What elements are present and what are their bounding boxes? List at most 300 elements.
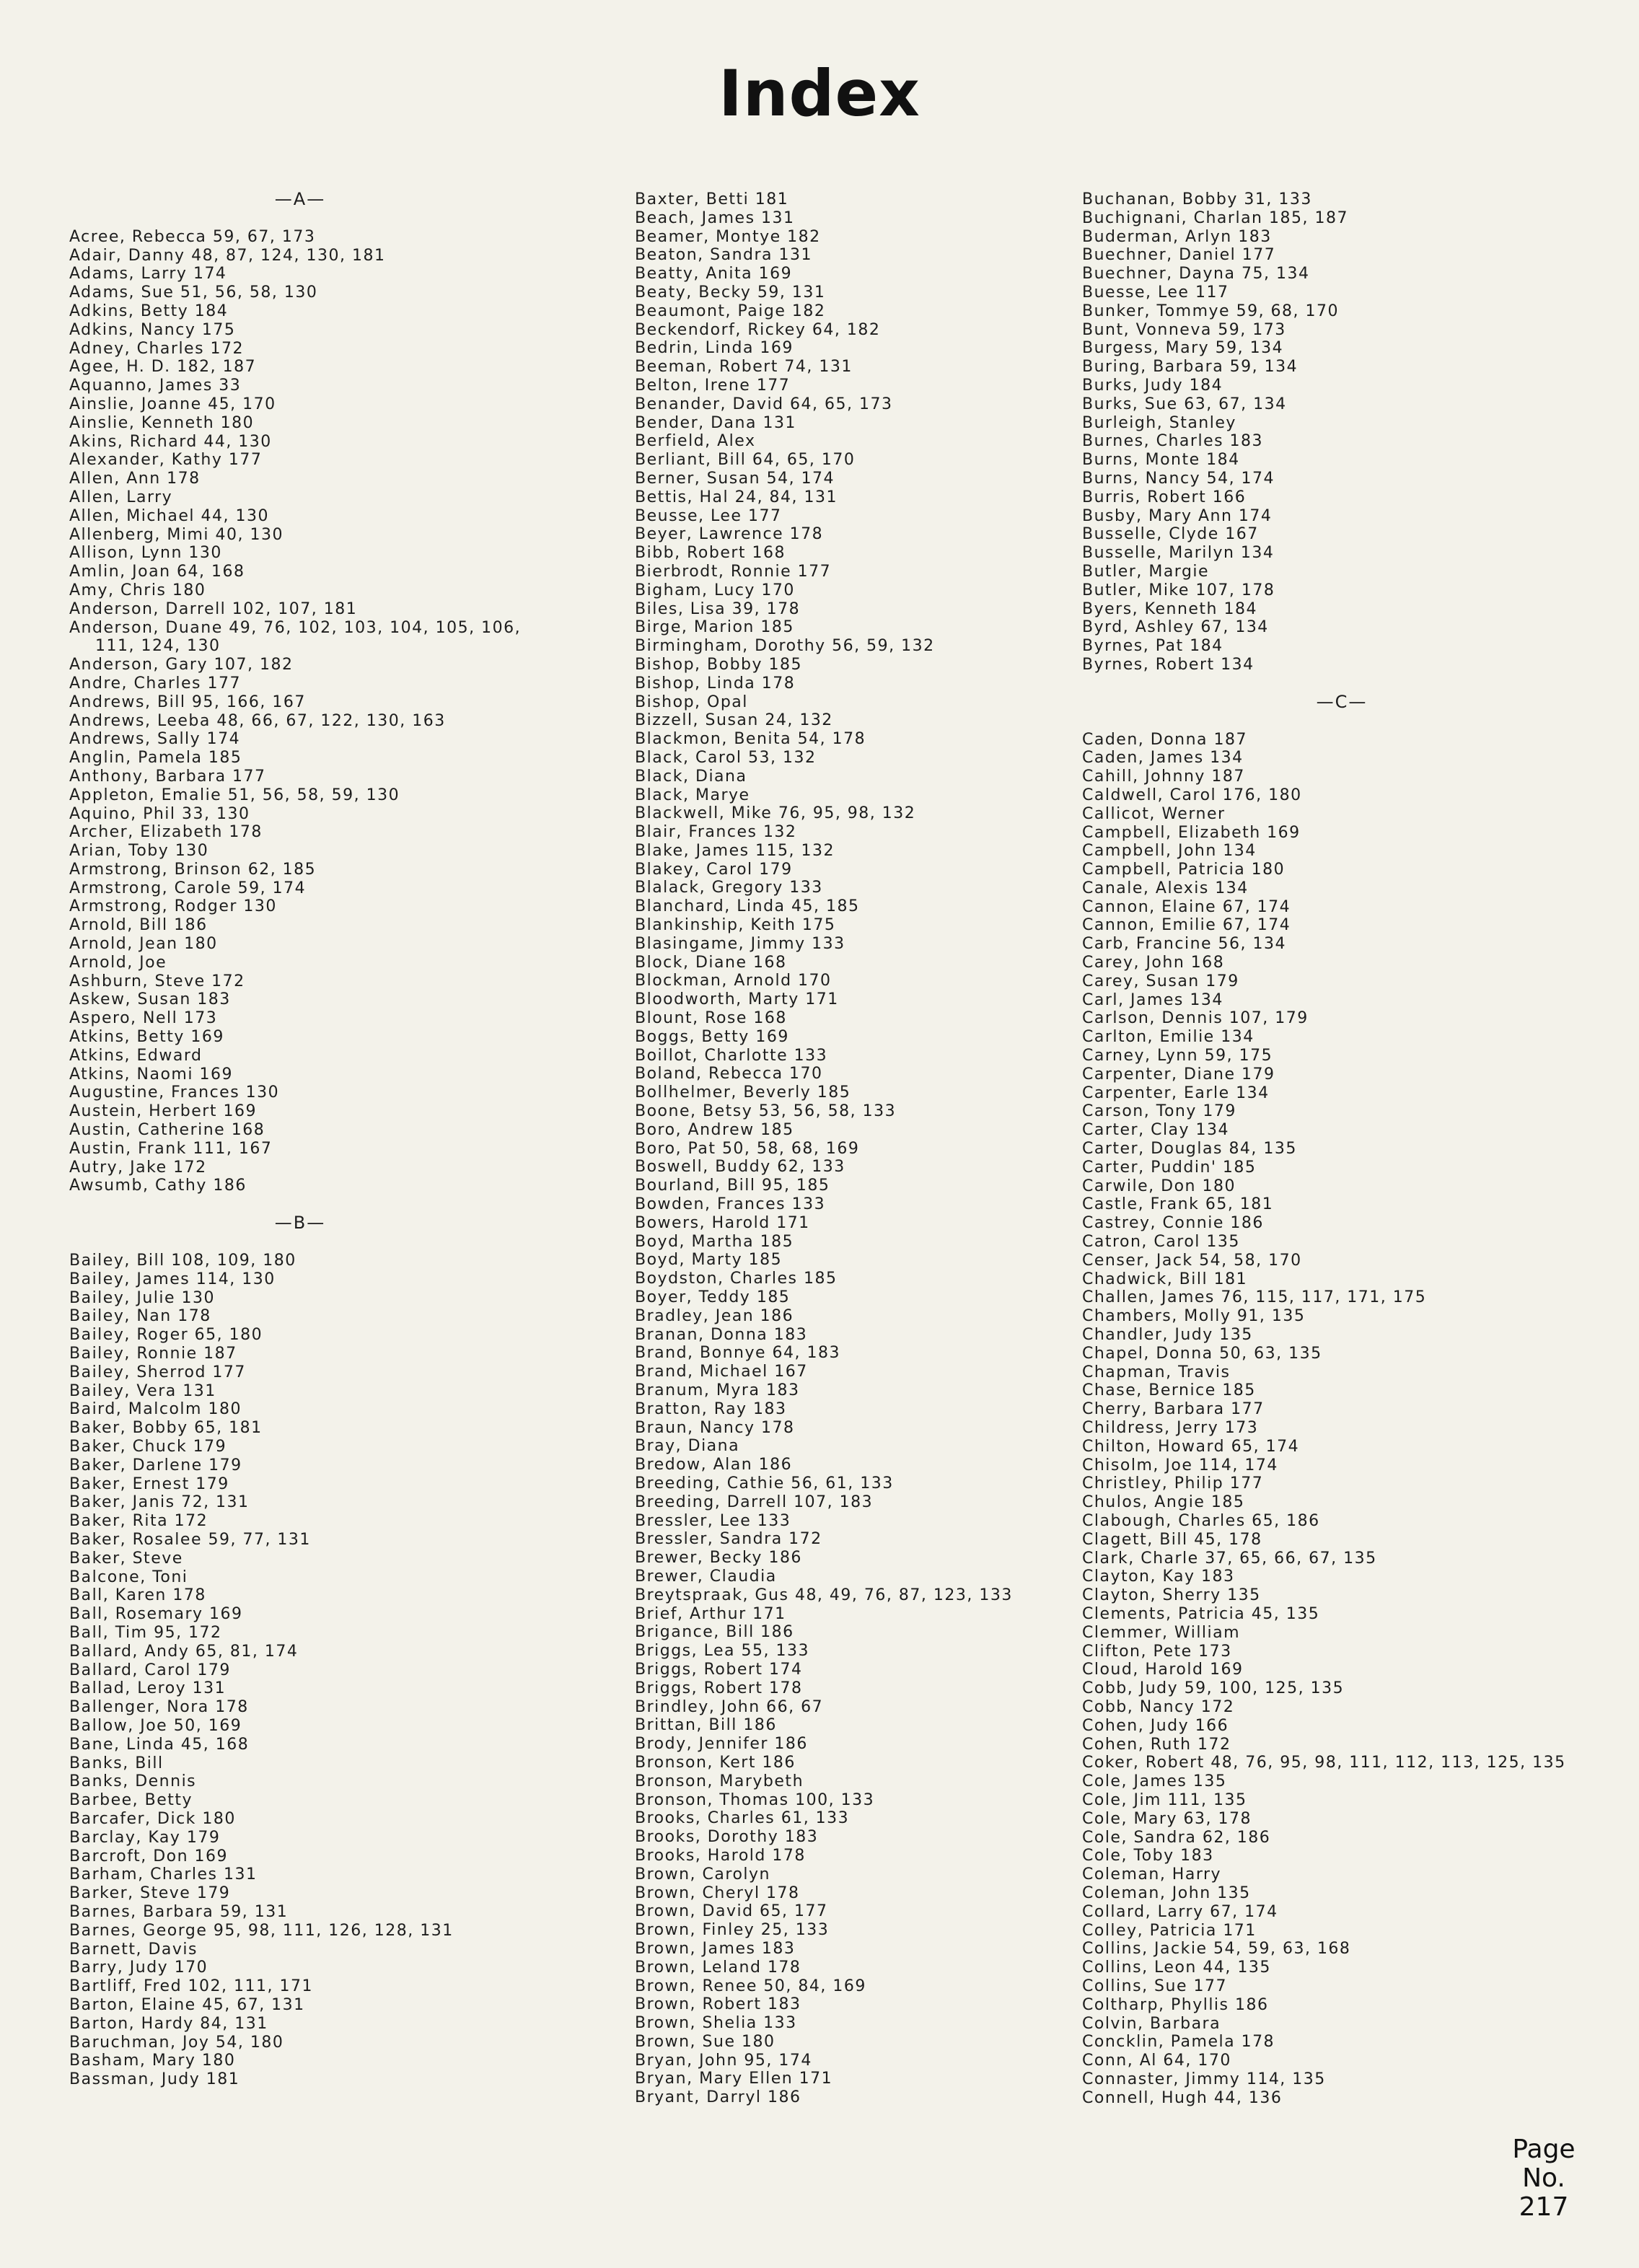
index-entry: Ballow, Joe 50, 169 (69, 1716, 242, 1735)
index-entry: Bradley, Jean 186 (635, 1306, 794, 1325)
index-entry: Andrews, Leeba 48, 66, 67, 122, 130, 163 (69, 711, 446, 730)
index-entry: Challen, James 76, 115, 117, 171, 175 (1082, 1288, 1427, 1307)
index-entry: Censer, Jack 54, 58, 170 (1082, 1251, 1302, 1270)
index-entry: Burnes, Charles 183 (1082, 432, 1264, 451)
index-entry: Boswell, Buddy 62, 133 (635, 1158, 845, 1177)
index-entry: Barnes, Barbara 59, 131 (69, 1902, 289, 1921)
index-entry: Bartliff, Fred 102, 111, 171 (69, 1977, 314, 1996)
index-entry: Cole, James 135 (1082, 1772, 1227, 1791)
index-entry: Burns, Monte 184 (1082, 451, 1240, 470)
index-entry: Carter, Clay 134 (1082, 1121, 1230, 1140)
index-entry: Adkins, Betty 184 (69, 302, 229, 320)
index-entry: Blalack, Gregory 133 (635, 879, 823, 897)
index-entry: Burks, Judy 184 (1082, 376, 1223, 395)
index-entry: Clemmer, William (1082, 1623, 1241, 1642)
index-entry: Armstrong, Rodger 130 (69, 897, 277, 916)
index-entry: Cole, Toby 183 (1082, 1847, 1214, 1865)
index-entry: Chilton, Howard 65, 174 (1082, 1437, 1300, 1456)
index-entry-continuation: 111, 124, 130 (95, 637, 221, 656)
index-entry: Campbell, John 134 (1082, 842, 1257, 861)
index-entry: Ainslie, Joanne 45, 170 (69, 395, 276, 413)
index-entry: Amlin, Joan 64, 168 (69, 563, 245, 581)
index-entry: Ball, Karen 178 (69, 1586, 206, 1605)
index-entry: Blount, Rose 168 (635, 1009, 787, 1028)
index-entry: Bailey, Julie 130 (69, 1288, 216, 1307)
index-entry: Brown, Finley 25, 133 (635, 1921, 830, 1940)
index-entry: Baker, Rita 172 (69, 1512, 208, 1531)
index-entry: Canale, Alexis 134 (1082, 879, 1249, 897)
index-entry: Beaumont, Paige 182 (635, 302, 826, 320)
index-entry: Beckendorf, Rickey 64, 182 (635, 320, 881, 339)
index-entry: Anderson, Gary 107, 182 (69, 656, 294, 674)
index-entry: Baker, Chuck 179 (69, 1438, 227, 1456)
index-entry: Bassman, Judy 181 (69, 2070, 240, 2089)
index-entry: Coker, Robert 48, 76, 95, 98, 111, 112, 113, 125, 135 (1082, 1754, 1566, 1772)
index-entry: Connaster, Jimmy 114, 135 (1082, 2070, 1326, 2088)
index-entry: Austein, Herbert 169 (69, 1102, 257, 1121)
index-entry: Baird, Malcolm 180 (69, 1400, 242, 1419)
index-entry: Brown, David 65, 177 (635, 1902, 828, 1921)
index-entry: Adair, Danny 48, 87, 124, 130, 181 (69, 246, 386, 265)
index-entry: Briggs, Robert 178 (635, 1679, 803, 1697)
index-entry: Anglin, Pamela 185 (69, 749, 242, 768)
index-entry: Burris, Robert 166 (1082, 488, 1247, 506)
index-entry: Blockman, Arnold 170 (635, 972, 832, 990)
index-entry: Busby, Mary Ann 174 (1082, 506, 1273, 525)
index-entry: Boyd, Marty 185 (635, 1251, 783, 1270)
index-entry: Carwile, Don 180 (1082, 1177, 1236, 1195)
index-entry: Byrnes, Robert 134 (1082, 655, 1254, 674)
index-entry: Collard, Larry 67, 174 (1082, 1902, 1278, 1921)
index-entry: Ballenger, Nora 178 (69, 1698, 249, 1717)
index-entry: Adams, Larry 174 (69, 265, 227, 284)
index-entry: Boro, Andrew 185 (635, 1120, 794, 1139)
index-entry: Ball, Tim 95, 172 (69, 1623, 222, 1642)
index-entry: Bowden, Frances 133 (635, 1195, 826, 1214)
index-entry: Benander, David 64, 65, 173 (635, 395, 893, 413)
index-entry: Carey, Susan 179 (1082, 972, 1239, 990)
index-entry: Chambers, Molly 91, 135 (1082, 1307, 1306, 1326)
index-entry: Barnes, George 95, 98, 111, 126, 128, 131 (69, 1921, 454, 1940)
index-entry: Carey, John 168 (1082, 954, 1225, 972)
index-entry: Ballard, Andy 65, 81, 174 (69, 1642, 299, 1661)
index-entry: Clayton, Sherry 135 (1082, 1586, 1261, 1605)
index-entry: Carpenter, Diane 179 (1082, 1065, 1275, 1084)
index-entry: Bishop, Bobby 185 (635, 655, 803, 674)
index-entry: Allison, Lynn 130 (69, 544, 222, 563)
index-entry: Cahill, Johnny 187 (1082, 768, 1245, 786)
index-entry: Bowers, Harold 171 (635, 1213, 810, 1232)
index-entry: Baker, Steve (69, 1549, 183, 1568)
index-entry: Buring, Barbara 59, 134 (1082, 358, 1299, 377)
index-entry: Atkins, Edward (69, 1046, 203, 1065)
index-entry: Brown, Leland 178 (635, 1958, 801, 1977)
index-entry: Barcroft, Don 169 (69, 1847, 229, 1865)
index-entry: Black, Marye (635, 786, 750, 804)
index-entry: Coleman, John 135 (1082, 1884, 1251, 1902)
index-entry: Beamer, Montye 182 (635, 227, 821, 246)
index-entry: Clayton, Kay 183 (1082, 1568, 1235, 1586)
index-entry: Barcafer, Dick 180 (69, 1809, 236, 1828)
index-entry: Bryan, Mary Ellen 171 (635, 2070, 833, 2088)
index-entry: Baxter, Betti 181 (635, 190, 789, 208)
index-entry: Bunt, Vonneva 59, 173 (1082, 320, 1286, 339)
index-entry: Caden, Donna 187 (1082, 730, 1248, 749)
index-entry: Brown, Robert 183 (635, 1995, 801, 2014)
index-entry: Austin, Catherine 168 (69, 1121, 265, 1140)
index-entry: Austin, Frank 111, 167 (69, 1139, 273, 1158)
index-entry: Brody, Jennifer 186 (635, 1735, 808, 1754)
index-entry: Anthony, Barbara 177 (69, 767, 266, 786)
index-entry: Bronson, Kert 186 (635, 1753, 796, 1772)
index-entry: Burleigh, Stanley (1082, 413, 1236, 432)
index-entry: Bibb, Robert 168 (635, 544, 786, 563)
index-entry: Bizzell, Susan 24, 132 (635, 711, 833, 730)
index-entry: Beusse, Lee 177 (635, 506, 782, 525)
index-entry: Barry, Judy 170 (69, 1959, 208, 1977)
index-entry: Brooks, Dorothy 183 (635, 1828, 819, 1847)
index-entry: Banks, Dennis (69, 1772, 197, 1791)
index-entry: Boone, Betsy 53, 56, 58, 133 (635, 1102, 897, 1121)
index-entry: Berliant, Bill 64, 65, 170 (635, 451, 856, 470)
index-entry: Cannon, Elaine 67, 174 (1082, 897, 1291, 916)
index-entry: Carl, James 134 (1082, 990, 1223, 1009)
index-entry: Block, Diane 168 (635, 953, 787, 972)
index-entry: Bane, Linda 45, 168 (69, 1735, 250, 1754)
index-entry: Arian, Toby 130 (69, 842, 209, 861)
index-entry: Chulos, Angie 185 (1082, 1493, 1245, 1512)
index-entry: Blakey, Carol 179 (635, 860, 793, 879)
index-entry: Blair, Frances 132 (635, 823, 797, 842)
index-entry: Carter, Puddin' 185 (1082, 1158, 1257, 1177)
index-entry: Buechner, Dayna 75, 134 (1082, 265, 1310, 284)
index-entry: Bressler, Sandra 172 (635, 1530, 822, 1549)
index-entry: Bloodworth, Marty 171 (635, 990, 839, 1009)
index-entry: Brindley, John 66, 67 (635, 1697, 824, 1716)
index-entry: Boland, Rebecca 170 (635, 1065, 823, 1084)
index-entry: Boyer, Teddy 185 (635, 1288, 791, 1307)
index-entry: Brooks, Harold 178 (635, 1846, 806, 1865)
index-entry: Castle, Frank 65, 181 (1082, 1195, 1274, 1214)
index-entry: Chase, Bernice 185 (1082, 1381, 1256, 1400)
index-entry: Carlton, Emilie 134 (1082, 1028, 1254, 1047)
index-entry: Cobb, Judy 59, 100, 125, 135 (1082, 1679, 1345, 1698)
index-entry: Cobb, Nancy 172 (1082, 1697, 1235, 1716)
index-entry: Burns, Nancy 54, 174 (1082, 469, 1275, 488)
index-entry: Campbell, Patricia 180 (1082, 861, 1286, 879)
index-entry: Ainslie, Kenneth 180 (69, 413, 255, 432)
index-entry: Bronson, Marybeth (635, 1772, 804, 1790)
index-entry: Atkins, Betty 169 (69, 1028, 224, 1047)
index-entry: Collins, Jackie 54, 59, 63, 168 (1082, 1940, 1351, 1959)
index-entry: Allen, Larry (69, 488, 173, 506)
index-entry: Blackwell, Mike 76, 95, 98, 132 (635, 804, 916, 823)
index-entry: Boydston, Charles 185 (635, 1270, 838, 1288)
index-entry: Catron, Carol 135 (1082, 1233, 1240, 1252)
index-entry: Byrnes, Pat 184 (1082, 637, 1223, 656)
index-entry: Breytspraak, Gus 48, 49, 76, 87, 123, 133 (635, 1586, 1013, 1604)
index-entry: Carpenter, Earle 134 (1082, 1084, 1270, 1102)
index-entry: Banks, Bill (69, 1754, 164, 1772)
index-entry: Busselle, Marilyn 134 (1082, 544, 1275, 563)
index-entry: Colley, Patricia 171 (1082, 1921, 1257, 1940)
index-entry: Christley, Philip 177 (1082, 1474, 1264, 1493)
index-entry: Colvin, Barbara (1082, 2014, 1221, 2033)
index-entry: Buesse, Lee 117 (1082, 283, 1229, 302)
index-entry: Belton, Irene 177 (635, 376, 791, 395)
page-title: Index (719, 56, 920, 131)
index-entry: Andrews, Sally 174 (69, 730, 241, 749)
index-entry: Beaton, Sandra 131 (635, 246, 812, 265)
index-entry: Baker, Janis 72, 131 (69, 1493, 250, 1512)
index-entry: Armstrong, Carole 59, 174 (69, 879, 307, 897)
index-entry: Collins, Leon 44, 135 (1082, 1959, 1271, 1977)
index-entry: Acree, Rebecca 59, 67, 173 (69, 227, 316, 246)
index-entry: Boggs, Betty 169 (635, 1027, 789, 1046)
index-entry: Blanchard, Linda 45, 185 (635, 897, 860, 916)
index-entry: Baker, Darlene 179 (69, 1456, 242, 1474)
index-entry: Coltharp, Phyllis 186 (1082, 1995, 1269, 2014)
index-entry: Beeman, Robert 74, 131 (635, 358, 853, 377)
index-entry: Bunker, Tommye 59, 68, 170 (1082, 302, 1340, 320)
index-entry: Campbell, Elizabeth 169 (1082, 823, 1301, 842)
page-number-label-line1: Page (1512, 2135, 1576, 2164)
index-entry: Conn, Al 64, 170 (1082, 2052, 1231, 2070)
index-entry: Blankinship, Keith 175 (635, 916, 836, 935)
index-entry: Archer, Elizabeth 178 (69, 823, 263, 842)
index-entry: Bigham, Lucy 170 (635, 581, 795, 599)
index-entry: Ball, Rosemary 169 (69, 1605, 243, 1624)
index-entry: Alexander, Kathy 177 (69, 451, 263, 470)
index-entry: Biles, Lisa 39, 178 (635, 599, 801, 618)
index-entry: Appleton, Emalie 51, 56, 58, 59, 130 (69, 786, 400, 804)
index-entry: Beach, James 131 (635, 208, 795, 227)
index-entry: Boillot, Charlotte 133 (635, 1046, 828, 1065)
index-entry: Baker, Bobby 65, 181 (69, 1419, 263, 1438)
index-entry: Bailey, Vera 131 (69, 1381, 216, 1400)
index-entry: Bender, Dana 131 (635, 413, 796, 432)
index-entry: Allenberg, Mimi 40, 130 (69, 525, 284, 544)
section-header: —B— (274, 1213, 326, 1234)
index-entry: Atkins, Naomi 169 (69, 1065, 233, 1084)
index-entry: Butler, Margie (1082, 562, 1210, 581)
index-entry: Anderson, Darrell 102, 107, 181 (69, 599, 358, 618)
index-entry: Beatty, Anita 169 (635, 265, 793, 284)
index-entry: Cherry, Barbara 177 (1082, 1400, 1265, 1419)
index-entry: Barton, Hardy 84, 131 (69, 2014, 268, 2033)
index-entry: Aquanno, James 33 (69, 377, 242, 395)
index-entry: Amy, Chris 180 (69, 581, 206, 599)
index-entry: Brewer, Claudia (635, 1567, 777, 1586)
index-entry: Buechner, Daniel 177 (1082, 246, 1276, 265)
index-entry: Beyer, Lawrence 178 (635, 525, 824, 544)
index-entry: Barclay, Kay 179 (69, 1828, 221, 1847)
index-entry: Brittan, Bill 186 (635, 1716, 777, 1735)
index-entry: Carlson, Dennis 107, 179 (1082, 1009, 1309, 1028)
index-entry: Clagett, Bill 45, 178 (1082, 1530, 1262, 1549)
index-entry: Allen, Michael 44, 130 (69, 506, 269, 525)
index-entry: Braun, Nancy 178 (635, 1418, 795, 1437)
index-entry: Barnett, Davis (69, 1940, 198, 1959)
index-entry: Awsumb, Cathy 186 (69, 1177, 247, 1195)
index-entry: Adkins, Nancy 175 (69, 320, 236, 339)
index-entry: Bourland, Bill 95, 185 (635, 1177, 830, 1195)
index-entry: Berfield, Alex (635, 432, 756, 451)
index-entry: Bishop, Opal (635, 693, 748, 711)
index-entry: Chisolm, Joe 114, 174 (1082, 1456, 1278, 1474)
index-entry: Briggs, Robert 174 (635, 1660, 803, 1679)
index-entry: Aspero, Nell 173 (69, 1009, 218, 1028)
index-entry: Blackmon, Benita 54, 178 (635, 730, 866, 749)
index-entry: Arnold, Jean 180 (69, 935, 218, 954)
index-entry: Bryan, John 95, 174 (635, 2051, 812, 2070)
index-entry: Cole, Jim 111, 135 (1082, 1790, 1247, 1809)
index-entry: Collins, Sue 177 (1082, 1977, 1227, 1995)
index-entry: Cohen, Ruth 172 (1082, 1735, 1231, 1754)
index-entry: Bronson, Thomas 100, 133 (635, 1790, 875, 1809)
index-entry: Cole, Mary 63, 178 (1082, 1809, 1252, 1828)
index-entry: Brewer, Becky 186 (635, 1549, 802, 1568)
index-entry: Blasingame, Jimmy 133 (635, 934, 845, 953)
index-entry: Clements, Patricia 45, 135 (1082, 1604, 1320, 1623)
index-entry: Bettis, Hal 24, 84, 131 (635, 488, 838, 506)
index-entry: Barker, Steve 179 (69, 1884, 231, 1903)
index-entry: Baker, Rosalee 59, 77, 131 (69, 1530, 311, 1549)
index-entry: Burks, Sue 63, 67, 134 (1082, 395, 1287, 413)
index-entry: Carter, Douglas 84, 135 (1082, 1140, 1297, 1159)
index-entry: Byrd, Ashley 67, 134 (1082, 618, 1269, 637)
section-header: —A— (274, 189, 326, 209)
index-entry: Caldwell, Carol 176, 180 (1082, 786, 1302, 804)
index-entry: Agee, H. D. 182, 187 (69, 358, 257, 377)
section-header: —C— (1316, 691, 1368, 712)
index-entry: Bailey, Sherrod 177 (69, 1363, 246, 1381)
page-number-value: 217 (1519, 2192, 1569, 2222)
index-entry: Autry, Jake 172 (69, 1158, 207, 1177)
index-entry: Cloud, Harold 169 (1082, 1661, 1244, 1679)
index-entry: Brooks, Charles 61, 133 (635, 1809, 850, 1828)
index-entry: Barton, Elaine 45, 67, 131 (69, 1995, 305, 2014)
index-entry: Barham, Charles 131 (69, 1865, 258, 1884)
index-entry: Brand, Michael 167 (635, 1363, 808, 1381)
index-entry: Coleman, Harry (1082, 1865, 1222, 1884)
index-entry: Clabough, Charles 65, 186 (1082, 1511, 1320, 1530)
index-entry: Ballad, Leroy 131 (69, 1679, 227, 1698)
index-entry: Brigance, Bill 186 (635, 1623, 794, 1642)
index-entry: Byers, Kenneth 184 (1082, 599, 1257, 618)
index-entry: Augustine, Frances 130 (69, 1084, 280, 1102)
index-entry: Aquino, Phil 33, 130 (69, 804, 250, 823)
index-entry: Chadwick, Bill 181 (1082, 1270, 1248, 1288)
index-entry: Clark, Charle 37, 65, 66, 67, 135 (1082, 1549, 1377, 1568)
index-entry: Breeding, Darrell 107, 183 (635, 1493, 874, 1511)
index-entry: Brief, Arthur 171 (635, 1604, 786, 1623)
index-entry: Butler, Mike 107, 178 (1082, 581, 1275, 599)
index-entry: Bray, Diana (635, 1437, 740, 1456)
index-entry: Bailey, Nan 178 (69, 1307, 211, 1326)
index-entry: Caden, James 134 (1082, 749, 1244, 768)
index-entry: Bishop, Linda 178 (635, 674, 796, 693)
index-column-1 (69, 190, 545, 2089)
index-entry: Adams, Sue 51, 56, 58, 130 (69, 284, 318, 302)
index-entry: Breeding, Cathie 56, 61, 133 (635, 1474, 894, 1493)
index-entry: Concklin, Pamela 178 (1082, 2033, 1275, 2052)
index-entry: Blake, James 115, 132 (635, 841, 835, 860)
index-entry: Arnold, Joe (69, 953, 167, 972)
index-entry: Carney, Lynn 59, 175 (1082, 1047, 1273, 1065)
index-entry: Basham, Mary 180 (69, 2052, 236, 2070)
index-entry: Brown, James 183 (635, 1939, 796, 1958)
index-entry: Birge, Marion 185 (635, 618, 794, 637)
index-entry: Allen, Ann 178 (69, 470, 201, 488)
index-entry: Brown, Shelia 133 (635, 2014, 797, 2033)
page-number-label-line2: No. (1522, 2163, 1565, 2193)
index-column-3 (1082, 190, 1566, 2107)
index-entry: Cannon, Emilie 67, 174 (1082, 916, 1291, 935)
index-entry: Bryant, Darryl 186 (635, 2088, 801, 2107)
index-entry: Ballard, Carol 179 (69, 1661, 231, 1679)
index-entry: Brown, Sue 180 (635, 2032, 775, 2051)
index-entry: Buchanan, Bobby 31, 133 (1082, 190, 1312, 208)
index-entry: Baruchman, Joy 54, 180 (69, 2033, 284, 2052)
index-entry: Andrews, Bill 95, 166, 167 (69, 693, 306, 711)
index-column-2 (635, 190, 1111, 2107)
page-number (1486, 2135, 1601, 2222)
index-entry: Castrey, Connie 186 (1082, 1214, 1264, 1233)
index-entry: Black, Diana (635, 767, 747, 786)
index-entry: Baker, Ernest 179 (69, 1474, 229, 1493)
index-entry: Branan, Donna 183 (635, 1325, 808, 1344)
index-entry: Askew, Susan 183 (69, 990, 231, 1009)
index-entry: Chapel, Donna 50, 63, 135 (1082, 1344, 1322, 1363)
index-entry: Busselle, Clyde 167 (1082, 525, 1259, 544)
index-entry: Bredow, Alan 186 (635, 1456, 793, 1474)
index-entry: Andre, Charles 177 (69, 674, 241, 693)
index-entry: Balcone, Toni (69, 1568, 188, 1586)
index-entry: Brown, Renee 50, 84, 169 (635, 1977, 866, 1995)
index-entry: Bailey, James 114, 130 (69, 1270, 276, 1288)
index-entry: Ashburn, Steve 172 (69, 972, 245, 990)
index-entry: Brown, Carolyn (635, 1865, 770, 1884)
index-entry: Briggs, Lea 55, 133 (635, 1642, 809, 1661)
index-entry: Bailey, Bill 108, 109, 180 (69, 1252, 296, 1270)
index-entry: Black, Carol 53, 132 (635, 748, 817, 767)
index-entry: Carb, Francine 56, 134 (1082, 935, 1287, 954)
index-entry: Birmingham, Dorothy 56, 59, 132 (635, 637, 935, 656)
index-entry: Cohen, Judy 166 (1082, 1716, 1229, 1735)
index-entry: Cole, Sandra 62, 186 (1082, 1828, 1271, 1847)
index-entry: Berner, Susan 54, 174 (635, 469, 835, 488)
index-entry: Armstrong, Brinson 62, 185 (69, 860, 317, 879)
index-entry: Adney, Charles 172 (69, 339, 245, 358)
index-entry: Chapman, Travis (1082, 1363, 1231, 1381)
index-entry: Bailey, Ronnie 187 (69, 1345, 237, 1363)
index-entry: Carson, Tony 179 (1082, 1102, 1236, 1121)
index-entry: Akins, Richard 44, 130 (69, 432, 272, 451)
index-entry: Buchignani, Charlan 185, 187 (1082, 208, 1348, 227)
index-entry: Bailey, Roger 65, 180 (69, 1326, 263, 1345)
index-entry: Callicot, Werner (1082, 804, 1226, 823)
index-entry: Brown, Cheryl 178 (635, 1884, 800, 1902)
index-entry: Bierbrodt, Ronnie 177 (635, 562, 832, 581)
index-entry: Branum, Myra 183 (635, 1381, 800, 1399)
index-entry: Boyd, Martha 185 (635, 1232, 794, 1251)
index-entry: Chandler, Judy 135 (1082, 1326, 1253, 1345)
index-entry: Arnold, Bill 186 (69, 916, 208, 935)
index-entry: Bedrin, Linda 169 (635, 339, 794, 358)
index-entry: Anderson, Duane 49, 76, 102, 103, 104, 105, 106, (69, 618, 522, 637)
index-entry: Burgess, Mary 59, 134 (1082, 339, 1284, 358)
